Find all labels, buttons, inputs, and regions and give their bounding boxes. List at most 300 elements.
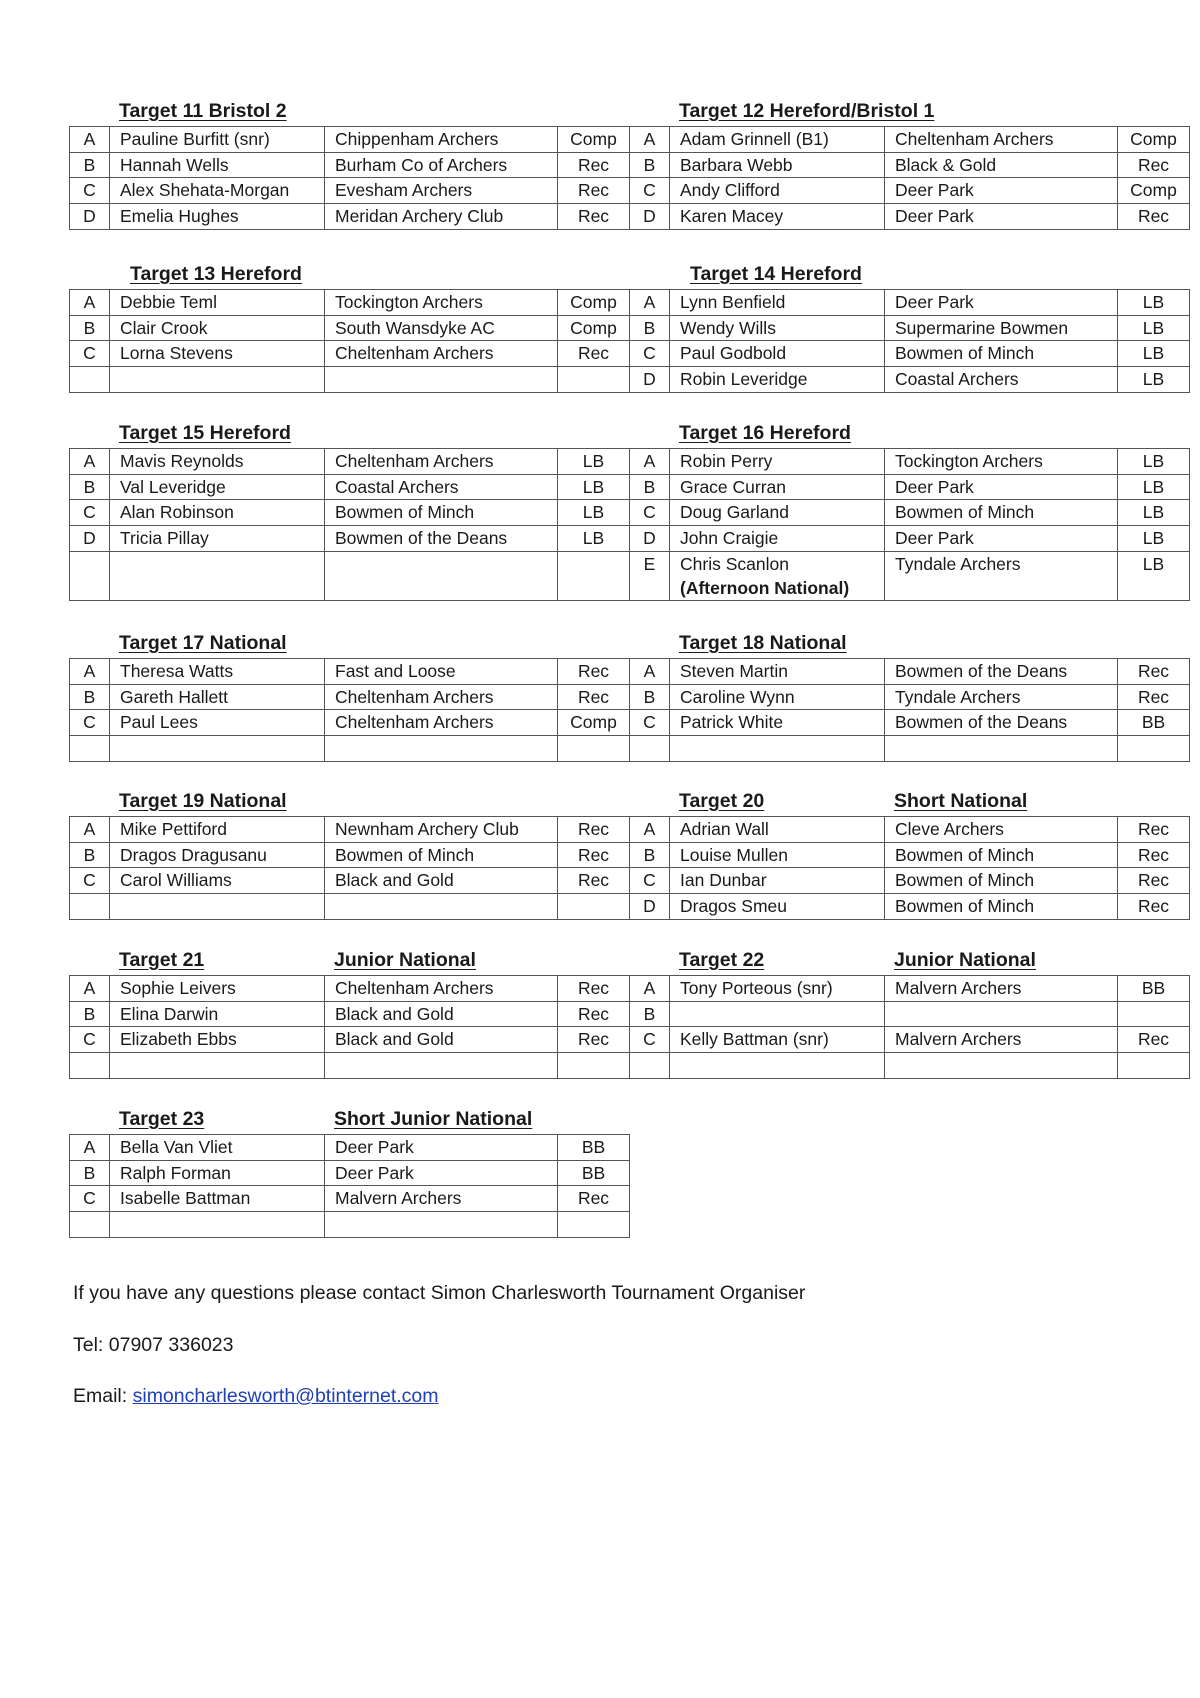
bow-type-cell [558, 127, 630, 153]
club-name: Chippenham Archers [335, 129, 499, 149]
target-letter-cell [630, 894, 670, 920]
club-name: Deer Park [895, 476, 974, 497]
club-name-cell [325, 1212, 558, 1238]
bow-type: Rec [1137, 1029, 1170, 1050]
archer-row [70, 367, 1190, 393]
bow-type: Rec [577, 1029, 610, 1050]
target-letter: D [643, 369, 656, 390]
club-name-cell [325, 1186, 558, 1212]
bow-type: Rec [1137, 819, 1170, 839]
club-name-cell [325, 1135, 558, 1161]
archer-row [70, 842, 1190, 868]
target-letter-cell [630, 868, 670, 894]
archer-name-cell [670, 315, 885, 341]
club-name-cell [885, 152, 1118, 178]
target-letter: B [643, 844, 656, 865]
club-name-cell [325, 500, 558, 526]
bow-type: Rec [577, 206, 610, 227]
club-name: Malvern Archers [895, 1029, 1022, 1050]
target-title: Target 18 National [679, 632, 847, 654]
bow-type-cell [558, 341, 630, 367]
target-letter-cell [630, 710, 670, 736]
bow-type: LB [582, 451, 605, 471]
bow-type: Rec [577, 154, 610, 175]
bow-type-cell [1118, 178, 1190, 204]
club-name: Bowmen of the Deans [895, 712, 1068, 733]
target-title: Target 14 Hereford [690, 263, 862, 285]
target-letter-cell [70, 659, 110, 685]
target-letter-cell [70, 1027, 110, 1053]
club-name: Tyndale Archers [895, 553, 1021, 574]
bow-type: Rec [577, 844, 610, 865]
target-letter: A [83, 978, 96, 998]
club-name-cell [325, 341, 558, 367]
archer-name: Emelia Hughes [120, 206, 239, 227]
target-letter-cell [70, 500, 110, 526]
club-name-cell [325, 976, 558, 1002]
archer-name: Louise Mullen [680, 844, 788, 865]
archer-name: Sophie Leivers [120, 978, 236, 998]
bow-type-cell [1118, 817, 1190, 843]
archer-row [70, 817, 1190, 843]
club-name-cell [885, 290, 1118, 316]
target-letter-cell [70, 1001, 110, 1027]
archer-name-cell [110, 290, 325, 316]
target-letter-cell [630, 152, 670, 178]
target-letter: A [643, 451, 656, 471]
club-name-cell [325, 736, 558, 762]
archer-name: Barbara Webb [680, 154, 793, 175]
archer-name-cell [670, 894, 885, 920]
archer-row [70, 1027, 1190, 1053]
target-letter: B [83, 154, 96, 175]
target-letter: A [643, 661, 656, 681]
bow-type: LB [1142, 476, 1165, 497]
archer-name-cell [110, 842, 325, 868]
archer-name: Dragos Dragusanu [120, 844, 267, 865]
bow-type-cell [1118, 736, 1190, 762]
bow-type-cell [558, 1135, 630, 1161]
archer-row [70, 659, 1190, 685]
target-letter: C [83, 712, 96, 733]
bow-type: LB [582, 502, 605, 523]
target-letter: B [643, 476, 656, 497]
club-name: Cleve Archers [895, 819, 1004, 839]
archer-name-cell [110, 449, 325, 475]
club-name-cell [325, 367, 558, 393]
club-name: Tockington Archers [895, 451, 1043, 471]
club-name-cell [885, 1001, 1118, 1027]
bow-type-cell [558, 1160, 630, 1186]
club-name: Bowmen of Minch [335, 502, 475, 523]
target-letter-cell [70, 204, 110, 230]
archer-name-cell [670, 817, 885, 843]
target-letter-cell [630, 204, 670, 230]
round-subtitle: Short Junior National [334, 1108, 533, 1130]
bow-type-cell [1118, 152, 1190, 178]
contact-telephone: Tel: 07907 336023 [73, 1334, 234, 1356]
target-letter-cell [630, 500, 670, 526]
archer-name-cell [110, 684, 325, 710]
target-letter-cell [70, 449, 110, 475]
bow-type: Comp [570, 317, 617, 338]
archer-name-cell [110, 976, 325, 1002]
bow-type-cell [558, 474, 630, 500]
club-name-cell [885, 817, 1118, 843]
target-letter: B [643, 686, 656, 707]
archer-name-cell [110, 474, 325, 500]
bow-type: BB [1141, 712, 1166, 733]
bow-type-cell [1118, 341, 1190, 367]
target-letter: C [83, 502, 96, 523]
archer-row [70, 710, 1190, 736]
archer-name-cell [670, 526, 885, 552]
archer-name: Hannah Wells [120, 154, 229, 175]
club-name-cell [885, 736, 1118, 762]
target-group-headings [69, 100, 1189, 126]
target-letter-cell [70, 526, 110, 552]
club-name-cell [325, 474, 558, 500]
target-letter: A [643, 819, 656, 839]
bow-type-cell [558, 684, 630, 710]
club-name-cell [885, 1027, 1118, 1053]
target-title: Target 17 National [119, 632, 287, 654]
target-letter-cell [70, 290, 110, 316]
target-letter: B [643, 1003, 656, 1024]
club-name-cell [325, 710, 558, 736]
archer-name: Ralph Forman [120, 1162, 231, 1183]
archer-name: Patrick White [680, 712, 784, 733]
archer-name-cell [670, 178, 885, 204]
bow-type: Rec [1137, 896, 1170, 917]
bow-type-cell [1118, 976, 1190, 1002]
archer-name: Grace Curran [680, 476, 787, 497]
target-title: Target 20 [679, 790, 765, 812]
archer-name-cell [110, 1053, 325, 1079]
club-name-cell [885, 367, 1118, 393]
bow-type: LB [1142, 553, 1165, 574]
club-name: Fast and Loose [335, 661, 456, 681]
club-name-cell [325, 659, 558, 685]
archer-name-cell [110, 178, 325, 204]
club-name-cell [885, 204, 1118, 230]
club-name-cell [325, 127, 558, 153]
archer-name: Val Leveridge [120, 476, 226, 497]
bow-type-cell [1118, 868, 1190, 894]
archer-row [70, 894, 1190, 920]
archer-name-cell [110, 526, 325, 552]
target-letter-cell [70, 474, 110, 500]
archer-name: Ian Dunbar [680, 870, 767, 891]
club-name: Burham Co of Archers [335, 154, 508, 175]
target-letter-cell [630, 341, 670, 367]
archer-name: Theresa Watts [120, 661, 234, 681]
archer-name: Mike Pettiford [120, 819, 227, 839]
target-letter: A [83, 819, 96, 839]
bow-type: Rec [577, 343, 610, 364]
bow-type: LB [1142, 502, 1165, 523]
bow-type-cell [558, 817, 630, 843]
club-name-cell [325, 684, 558, 710]
club-name: Bowmen of Minch [895, 844, 1035, 865]
round-subtitle: Short National [894, 790, 1028, 812]
club-name: Cheltenham Archers [335, 712, 494, 733]
target-letter: A [643, 292, 656, 312]
bow-type-cell [1118, 842, 1190, 868]
bow-type: Rec [1137, 844, 1170, 865]
archer-name-cell [670, 1027, 885, 1053]
contact-question: If you have any questions please contact Simon Charlesworth Tournament Organiser [73, 1282, 806, 1304]
archer-name: Alan Robinson [120, 502, 234, 523]
target-title: Target 11 Bristol 2 [119, 100, 287, 122]
target-letter: D [83, 206, 96, 227]
archer-row [70, 449, 1190, 475]
archer-name: Wendy Wills [680, 317, 776, 338]
club-name: Supermarine Bowmen [895, 317, 1069, 338]
archer-row [70, 868, 1190, 894]
target-letter: C [643, 870, 656, 891]
club-name: Black and Gold [335, 870, 454, 891]
target-group [69, 1108, 630, 1238]
target-letter: B [83, 1003, 96, 1024]
target-table [69, 816, 1190, 920]
club-name-cell [885, 894, 1118, 920]
target-title: Target 13 Hereford [130, 263, 302, 285]
bow-type: Comp [1130, 180, 1177, 201]
bow-type-cell [1118, 684, 1190, 710]
archer-name-cell [110, 127, 325, 153]
club-name: Coastal Archers [895, 369, 1019, 390]
archer-name: Lynn Benfield [680, 292, 786, 312]
archer-name-cell [670, 736, 885, 762]
club-name: Cheltenham Archers [335, 978, 494, 998]
club-name: Bowmen of Minch [895, 870, 1035, 891]
target-letter-cell [630, 1027, 670, 1053]
archer-name: Elizabeth Ebbs [120, 1029, 237, 1050]
archer-row [70, 1186, 630, 1212]
archer-name-cell [110, 152, 325, 178]
bow-type: LB [1142, 343, 1165, 364]
target-letter: B [643, 154, 656, 175]
archer-row [70, 736, 1190, 762]
club-name: Tockington Archers [335, 292, 483, 312]
club-name-cell [325, 290, 558, 316]
target-letter: C [643, 502, 656, 523]
archer-row [70, 178, 1190, 204]
target-letter: B [83, 317, 96, 338]
target-letter: C [643, 343, 656, 364]
archer-name-cell [110, 1160, 325, 1186]
archer-name: Debbie Teml [120, 292, 217, 312]
archer-name: Steven Martin [680, 661, 788, 681]
bow-type-cell [558, 526, 630, 552]
archer-name: Robin Perry [680, 451, 773, 471]
target-letter: C [83, 870, 96, 891]
archer-row [70, 1001, 1190, 1027]
club-name: Deer Park [335, 1137, 414, 1157]
club-name-cell [325, 817, 558, 843]
club-name: Black and Gold [335, 1003, 454, 1024]
archer-name-cell [110, 710, 325, 736]
archer-name-cell [670, 684, 885, 710]
archer-name-cell [670, 976, 885, 1002]
archer-name-cell [670, 551, 885, 600]
club-name-cell [885, 474, 1118, 500]
club-name-cell [325, 1053, 558, 1079]
club-name: Bowmen of Minch [895, 343, 1035, 364]
target-letter-cell [70, 868, 110, 894]
bow-type: BB [1141, 978, 1166, 998]
bow-type: Rec [1137, 870, 1170, 891]
club-name-cell [885, 551, 1118, 600]
archer-name: Paul Godbold [680, 343, 787, 364]
bow-type-cell [558, 1186, 630, 1212]
archer-name-cell [670, 449, 885, 475]
club-name: Bowmen of Minch [895, 896, 1035, 917]
bow-type-cell [558, 449, 630, 475]
bow-type: Rec [577, 686, 610, 707]
bow-type: Rec [577, 1003, 610, 1024]
club-name-cell [885, 127, 1118, 153]
target-letter: A [83, 292, 96, 312]
bow-type: Rec [577, 180, 610, 201]
target-letter: A [83, 129, 96, 149]
target-group [69, 632, 1190, 762]
bow-type-cell [1118, 449, 1190, 475]
target-letter-cell [70, 367, 110, 393]
bow-type-cell [558, 315, 630, 341]
bow-type-cell [558, 1001, 630, 1027]
archer-name: Adrian Wall [680, 819, 769, 839]
club-name-cell [885, 710, 1118, 736]
target-letter: C [643, 180, 656, 201]
target-letter-cell [70, 1135, 110, 1161]
bow-type: Rec [577, 870, 610, 891]
target-group [69, 263, 1190, 393]
bow-type-cell [558, 842, 630, 868]
archer-row [70, 1160, 630, 1186]
archer-name: Tricia Pillay [120, 528, 209, 549]
archer-row [70, 127, 1190, 153]
bow-type-cell [558, 1027, 630, 1053]
archer-name: Dragos Smeu [680, 896, 787, 917]
bow-type-cell [1118, 127, 1190, 153]
bow-type-cell [1118, 474, 1190, 500]
club-name: Bowmen of the Deans [335, 528, 508, 549]
archer-name: Bella Van Vliet [120, 1137, 233, 1157]
archer-name-cell [670, 1053, 885, 1079]
club-name-cell [885, 842, 1118, 868]
target-letter: B [83, 476, 96, 497]
archer-name: Gareth Hallett [120, 686, 228, 707]
bow-type: Comp [570, 129, 617, 149]
target-letter-cell [630, 290, 670, 316]
club-name: Tyndale Archers [895, 686, 1021, 707]
target-table [69, 658, 1190, 762]
club-name-cell [885, 315, 1118, 341]
bow-type-cell [1118, 315, 1190, 341]
bow-type-cell [558, 551, 630, 600]
target-letter: B [83, 844, 96, 865]
bow-type-cell [558, 894, 630, 920]
target-title: Target 12 Hereford/Bristol 1 [679, 100, 935, 122]
club-name: Coastal Archers [335, 476, 459, 497]
archer-name: John Craigie [680, 528, 779, 549]
target-letter-cell [70, 152, 110, 178]
bow-type-cell [558, 1212, 630, 1238]
bow-type-cell [558, 710, 630, 736]
target-letter-cell [630, 127, 670, 153]
archer-name-cell [110, 204, 325, 230]
target-group-headings [69, 949, 1189, 975]
archer-name-cell [670, 367, 885, 393]
club-name: Cheltenham Archers [335, 451, 494, 471]
bow-type-cell [1118, 1001, 1190, 1027]
target-letter: D [643, 206, 656, 227]
contact-email-line [73, 1385, 439, 1408]
archer-name-cell [670, 1001, 885, 1027]
target-title: Target 19 National [119, 790, 287, 812]
target-letter-cell [70, 684, 110, 710]
archer-name: Doug Garland [680, 502, 789, 523]
target-letter-cell [70, 341, 110, 367]
archer-name-cell [670, 290, 885, 316]
archer-name-cell [110, 1001, 325, 1027]
archer-name-cell [110, 817, 325, 843]
archer-row [70, 1053, 1190, 1079]
archer-name: Karen Macey [680, 206, 784, 227]
archer-name-cell [110, 551, 325, 600]
archer-name: Carol Williams [120, 870, 232, 891]
club-name: Meridan Archery Club [335, 206, 504, 227]
target-letter-cell [70, 551, 110, 600]
bow-type-cell [558, 367, 630, 393]
target-letter-cell [630, 1001, 670, 1027]
archer-row [70, 474, 1190, 500]
bow-type: Comp [570, 712, 617, 733]
club-name-cell [325, 178, 558, 204]
target-title: Target 15 Hereford [119, 422, 291, 444]
bow-type: Comp [1130, 129, 1177, 149]
bow-type-cell [558, 659, 630, 685]
target-group-headings [69, 790, 1189, 816]
target-letter-cell [70, 315, 110, 341]
bow-type: Rec [577, 819, 610, 839]
target-letter-cell [630, 659, 670, 685]
club-name: Deer Park [895, 180, 974, 201]
club-name-cell [325, 1001, 558, 1027]
club-name-cell [325, 449, 558, 475]
archer-row [70, 204, 1190, 230]
target-letter: C [83, 1029, 96, 1050]
target-title: Target 21 [119, 949, 205, 971]
bow-type: LB [582, 528, 605, 549]
email-link[interactable]: simoncharlesworth@btinternet.com [132, 1385, 439, 1407]
bow-type-cell [1118, 500, 1190, 526]
club-name-cell [325, 842, 558, 868]
bow-type: Rec [1137, 686, 1170, 707]
archer-name-cell [670, 868, 885, 894]
archer-name: Elina Darwin [120, 1003, 219, 1024]
target-letter-cell [70, 1186, 110, 1212]
target-group [69, 790, 1190, 920]
target-group [69, 949, 1190, 1079]
archer-row [70, 526, 1190, 552]
archer-row [70, 551, 1190, 600]
target-letter-cell [630, 842, 670, 868]
club-name-cell [885, 976, 1118, 1002]
target-letter-cell [630, 474, 670, 500]
